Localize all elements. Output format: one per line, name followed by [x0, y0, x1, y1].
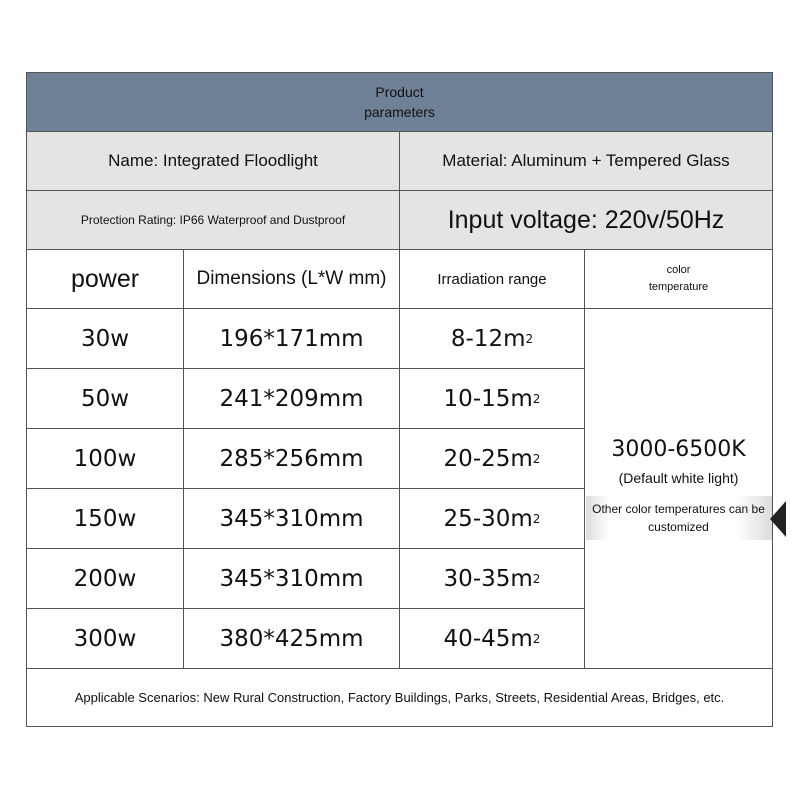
row-1-power: 50w — [27, 369, 184, 429]
color-note-line-2: customized — [648, 520, 709, 534]
row-2-range-text: 20-25m — [443, 445, 533, 472]
row-1-dimensions: 241*209mm — [184, 369, 400, 429]
row-3-power: 150w — [27, 489, 184, 549]
product-parameters-table — [26, 72, 773, 727]
row-5-power: 300w — [27, 609, 184, 669]
row-4-dimensions: 345*310mm — [184, 549, 400, 609]
row-4-range — [400, 549, 585, 609]
row-1-range-unit: 2 — [532, 391, 541, 406]
row-0-range-unit: 2 — [525, 331, 534, 346]
row-0-range-text: 8-12m — [450, 325, 526, 352]
row-3-dimensions: 345*310mm — [184, 489, 400, 549]
row-4-power: 200w — [27, 549, 184, 609]
header-dimensions: Dimensions (L*W mm) — [184, 250, 400, 309]
name-cell: Name: Integrated Floodlight — [27, 132, 400, 191]
header-color-temperature — [585, 250, 772, 309]
table-title — [27, 73, 772, 132]
material-cell: Material: Aluminum + Tempered Glass — [400, 132, 772, 191]
header-irradiation: Irradiation range — [400, 250, 585, 309]
color-temperature-range: 3000-6500K — [611, 437, 746, 462]
title-line-1: Product — [375, 84, 424, 100]
row-0-power: 30w — [27, 309, 184, 369]
arrow-decoration — [770, 501, 786, 537]
row-3-range-text: 25-30m — [443, 505, 533, 532]
row-2-dimensions: 285*256mm — [184, 429, 400, 489]
protection-cell: Protection Rating: IP66 Waterproof and Dustproof — [27, 191, 400, 250]
header-color-line-2: temperature — [648, 281, 709, 293]
row-5-dimensions: 380*425mm — [184, 609, 400, 669]
row-0-range — [400, 309, 585, 369]
title-line-2: parameters — [364, 104, 435, 120]
row-5-range — [400, 609, 585, 669]
row-1-range — [400, 369, 585, 429]
row-1-range-text: 10-15m — [443, 385, 533, 412]
header-color-line-1: color — [666, 264, 691, 276]
row-4-range-text: 30-35m — [443, 565, 533, 592]
header-power: power — [27, 250, 184, 309]
color-temperature-note — [586, 496, 772, 540]
color-temperature-cell — [585, 309, 772, 669]
row-3-range — [400, 489, 585, 549]
row-2-power: 100w — [27, 429, 184, 489]
applicable-scenarios: Applicable Scenarios: New Rural Construction, Factory Buildings, Parks, Streets, Residential Areas, Bridges, etc. — [74, 690, 725, 705]
row-2-range-unit: 2 — [532, 451, 541, 466]
row-2-range — [400, 429, 585, 489]
row-5-range-unit: 2 — [532, 631, 541, 646]
row-0-dimensions: 196*171mm — [184, 309, 400, 369]
row-5-range-text: 40-45m — [443, 625, 533, 652]
color-temperature-default: (Default white light) — [618, 470, 739, 486]
row-3-range-unit: 2 — [532, 511, 541, 526]
color-note-line-1: Other color temperatures can be — [592, 502, 765, 516]
voltage-cell: Input voltage: 220v/50Hz — [400, 191, 772, 250]
row-4-range-unit: 2 — [532, 571, 541, 586]
